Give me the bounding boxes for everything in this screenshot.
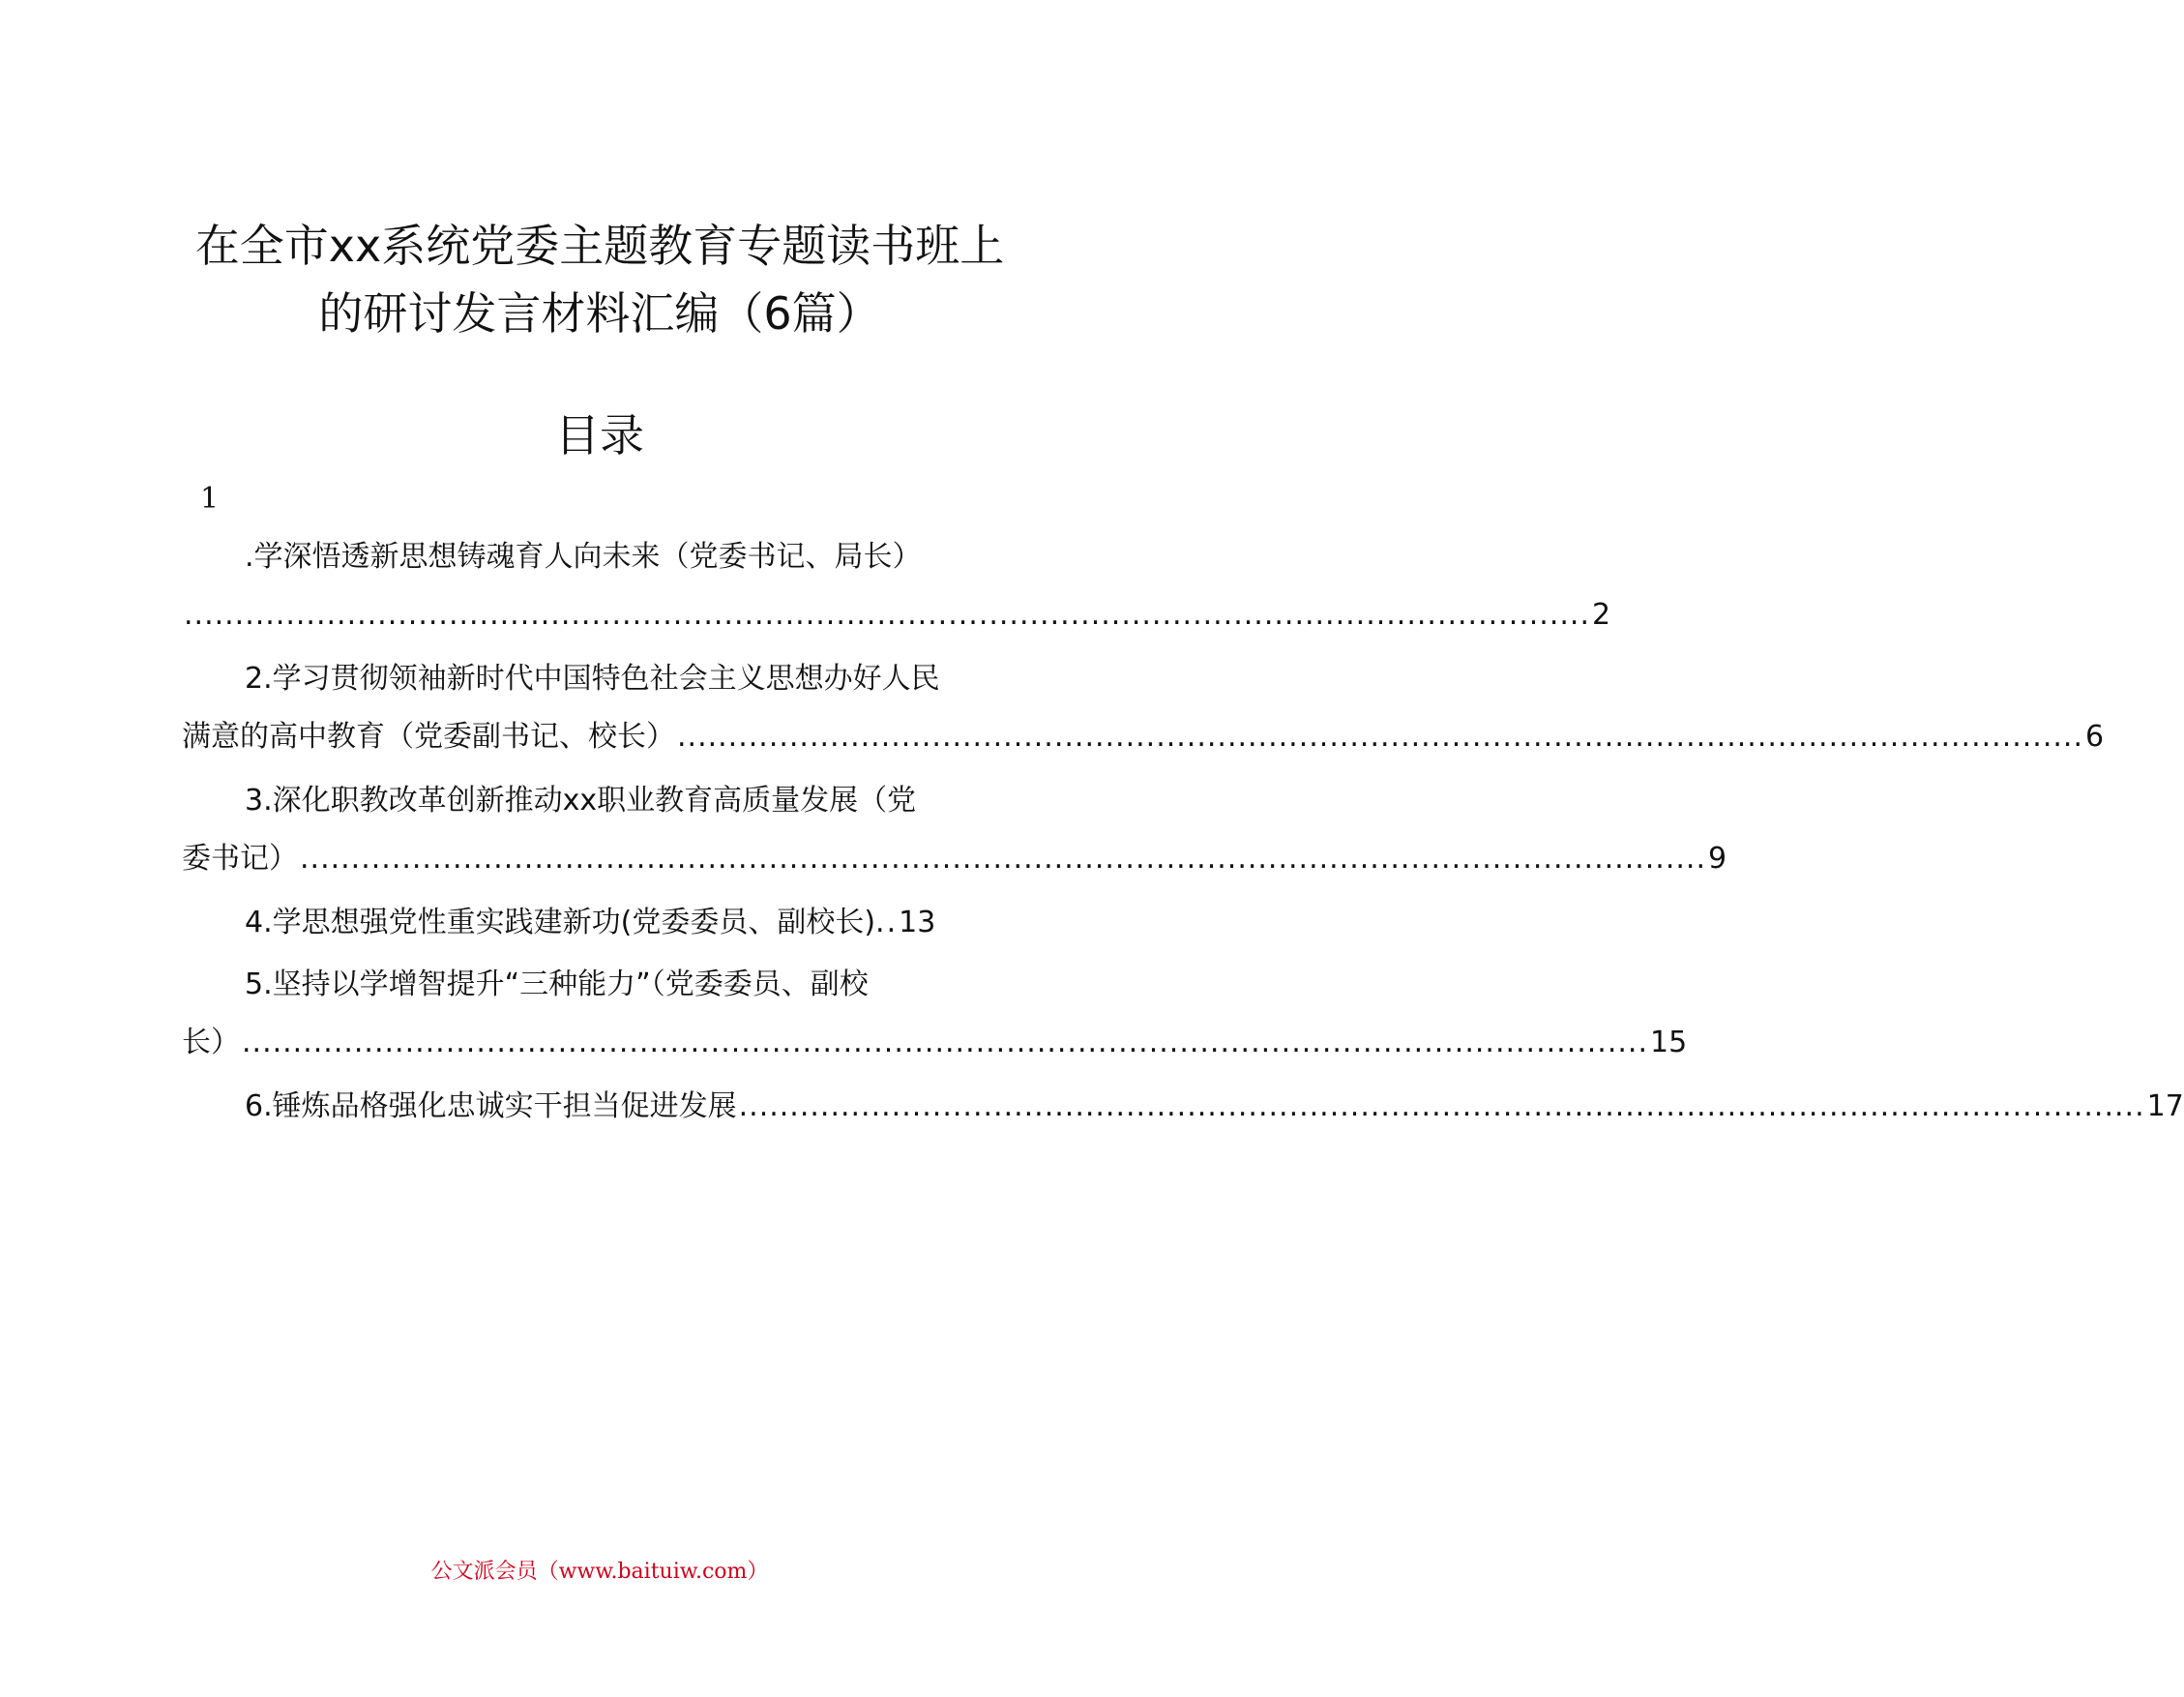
toc-entry-2-text-cont: 满意的高中教育（党委副书记、校长） [182,720,675,754]
toc-entry-5-leader[interactable] [182,1022,1688,1064]
toc-entry-3-text-cont: 委书记） [182,842,298,876]
toc-entry-4-page: 13 [899,906,936,939]
toc-entry-3-dots: .......................................................................................................................................... [300,842,1706,876]
document-title-line-1: 在全市xx系统党委主题教育专题读书班上 [194,220,1005,272]
toc-entry-2-page: 6 [2085,720,2105,754]
toc-entry-2-dots: .......................................................................................................................................... [677,720,2083,754]
toc-entry-2-title[interactable] [245,658,1025,700]
toc-entry-3-text: 3.深化职教改革创新推动xx职业教育高质量发展（党 [245,784,917,818]
toc-entry-6-page: 17 [2146,1089,2184,1123]
toc-entry-3-leader[interactable] [182,838,1727,880]
toc-entry-1-text: .学深悟透新思想铸魂育人向未来（党委书记、局长） [245,540,922,574]
toc-entry-5-text: 5.坚持以学增智提升“三种能力”（党委委员、副校 [245,968,869,1001]
toc-entry-6-dots: .......................................................................................................................................... [738,1089,2145,1123]
toc-entry-3-page: 9 [1708,842,1727,876]
footer-watermark: 公文派会员（www.baituiw.com） [430,1560,769,1584]
toc-entry-4-dots: . [886,906,898,939]
toc-entry-5-dots: .......................................................................................................................................... [242,1026,1648,1059]
toc-entry-5-page: 15 [1650,1026,1688,1059]
toc-entry-5-title[interactable] [245,964,1025,1006]
toc-heading: 目录 [555,409,644,461]
toc-entry-3-title[interactable] [245,780,1025,822]
toc-entry-2-text: 2.学习贯彻领袖新时代中国特色社会主义思想办好人民 [245,662,940,696]
toc-entry-1-leader[interactable] [182,594,1611,637]
toc-entry-5-text-cont: 长） [182,1026,240,1059]
stray-page-number: 1 [200,482,220,516]
toc-entry-6-title[interactable] [245,1086,2184,1128]
toc-entry-1-dots: .......................................................................................................................................... [184,598,1590,632]
toc-entry-1-page: 2 [1592,598,1611,632]
toc-entry-2-leader[interactable] [182,716,2105,759]
toc-entry-6-text: 6.锤炼品格强化忠诚实干担当促进发展 [245,1089,737,1123]
document-title-line-2: 的研讨发言材料汇编（6篇） [318,287,881,340]
toc-entry-4-text: 4.学思想强党性重实践建新功(党委委员、副校长). [245,906,885,939]
toc-entry-1-title[interactable] [245,536,1025,579]
toc-entry-4-title[interactable] [245,902,1025,944]
